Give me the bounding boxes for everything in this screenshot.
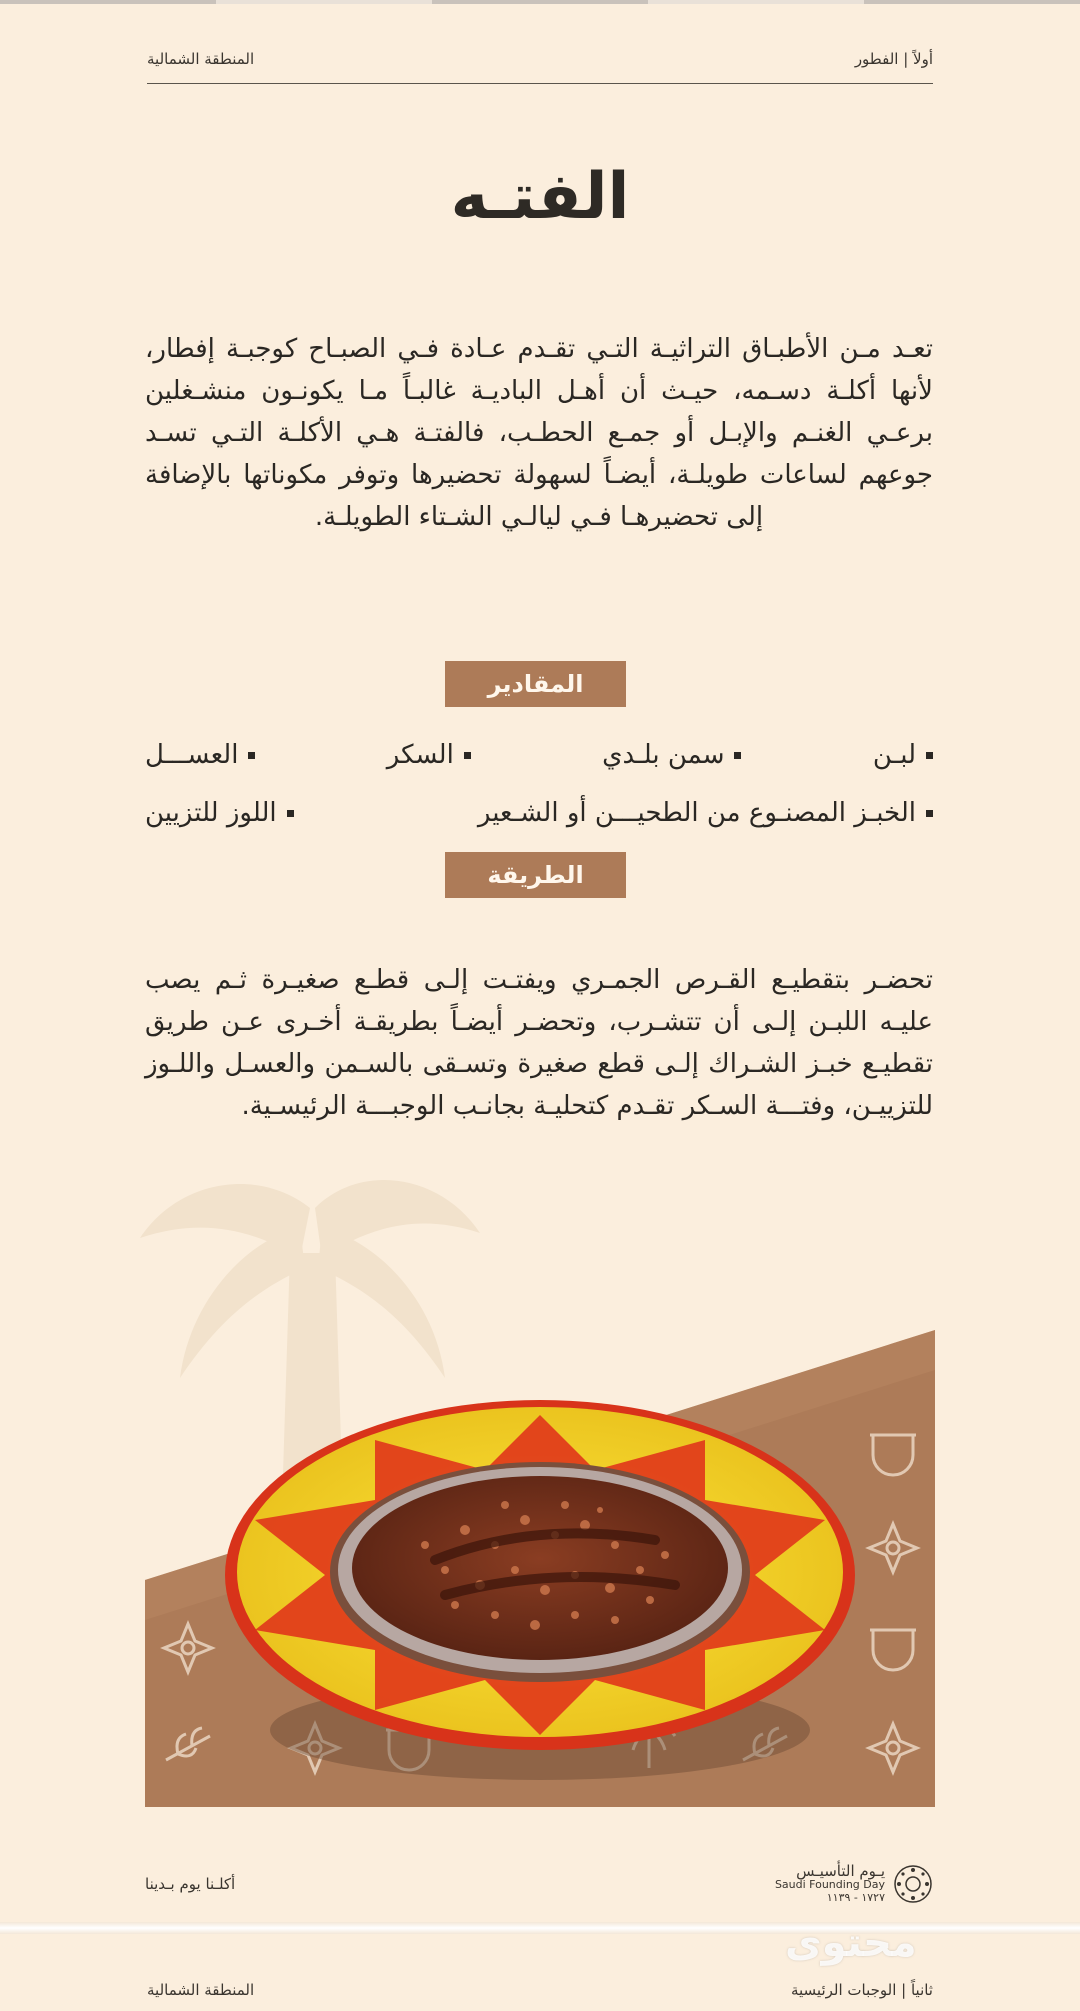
page-footer bbox=[145, 1860, 933, 1908]
page-header bbox=[147, 50, 933, 84]
ingredients-list bbox=[145, 726, 933, 842]
list-item: لبـن bbox=[873, 740, 933, 770]
bullet-icon bbox=[464, 752, 471, 759]
header-section: أولاً | الفطور bbox=[854, 50, 933, 68]
next-region: المنطقة الشمالية bbox=[147, 1981, 255, 1999]
header-region: المنطقة الشمالية bbox=[147, 50, 255, 68]
logo-arabic: يـوم التأسيـس bbox=[796, 1861, 885, 1880]
list-item: اللوز للتزيين bbox=[145, 798, 294, 828]
watermark: محتوى bbox=[785, 1920, 917, 1966]
logo-years: ١٧٢٧ - ١١٣٩ bbox=[826, 1890, 885, 1904]
ingredients-label: المقادير bbox=[445, 661, 626, 707]
list-item: سمن بلـدي bbox=[602, 740, 741, 770]
fatteh-food bbox=[352, 1476, 728, 1660]
footer-slogan: أكلـنا يوم بـدينا bbox=[145, 1875, 236, 1893]
top-rule bbox=[0, 0, 1080, 4]
next-page-header bbox=[147, 1981, 933, 1999]
method-paragraph: تحضـر بتقطيـع القـرص الجمـري ويفتـت إلـى قطـع صغيـرة ثـم يصب عليـه اللبـن إلـى أن تتشـرب، وتحضـر أيضـاً بطريقـة أخـرى عـن طريق تقطيـع خبـز الشـراك إلـى قطع صغيرة وتسـقى بالسـمن والعسـل واللـوز للتزييـن، وفتـــة السـكر تقـدم كتحليـة بجانـب الوجبـــة الرئيسـية. bbox=[145, 965, 933, 1121]
page-title: الفتـه bbox=[450, 160, 630, 234]
fatteh-dish-illustration bbox=[145, 1330, 935, 1807]
page-divider bbox=[0, 1922, 1080, 1934]
bullet-icon bbox=[926, 810, 933, 817]
bullet-icon bbox=[287, 810, 294, 817]
bullet-icon bbox=[248, 752, 255, 759]
ingredients-row-2 bbox=[145, 784, 933, 842]
list-item: الخبـز المصنـوع من الطحيـــن أو الشـعير bbox=[478, 798, 933, 828]
list-item: السكر bbox=[387, 740, 471, 770]
founding-day-emblem-icon bbox=[893, 1864, 933, 1904]
method-label: الطريقة bbox=[445, 852, 626, 898]
logo-english: Saudi Founding Day bbox=[774, 1877, 885, 1891]
ingredients-row-1 bbox=[145, 726, 933, 784]
next-section: ثانياً | الوجبات الرئيسية bbox=[790, 1981, 933, 1999]
bullet-icon bbox=[926, 752, 933, 759]
bullet-icon bbox=[734, 752, 741, 759]
founding-day-logo bbox=[774, 1861, 933, 1904]
list-item: العســـل bbox=[145, 740, 255, 770]
intro-paragraph: تعـد مـن الأطبـاق التراثيـة التـي تقـدم عـادة فـي الصبـاح كوجبـة إفطار، لأنها أكلـة دسـمه، حيـث أن أهـل الباديـة غالبـاً مـا يكونـون منشـغلين برعـي الغنـم والإبـل أو جمـع الحطـب، فالفتـة هـي الأكلـة التـي تسـد جوعهم لساعات طويلـة، أيضـاً لسهولة تحضيرها وتوفر مكوناتها بالإضافة إلى تحضيرهـا فـي ليالـي الشـتاء الطويلـة. bbox=[145, 334, 933, 532]
